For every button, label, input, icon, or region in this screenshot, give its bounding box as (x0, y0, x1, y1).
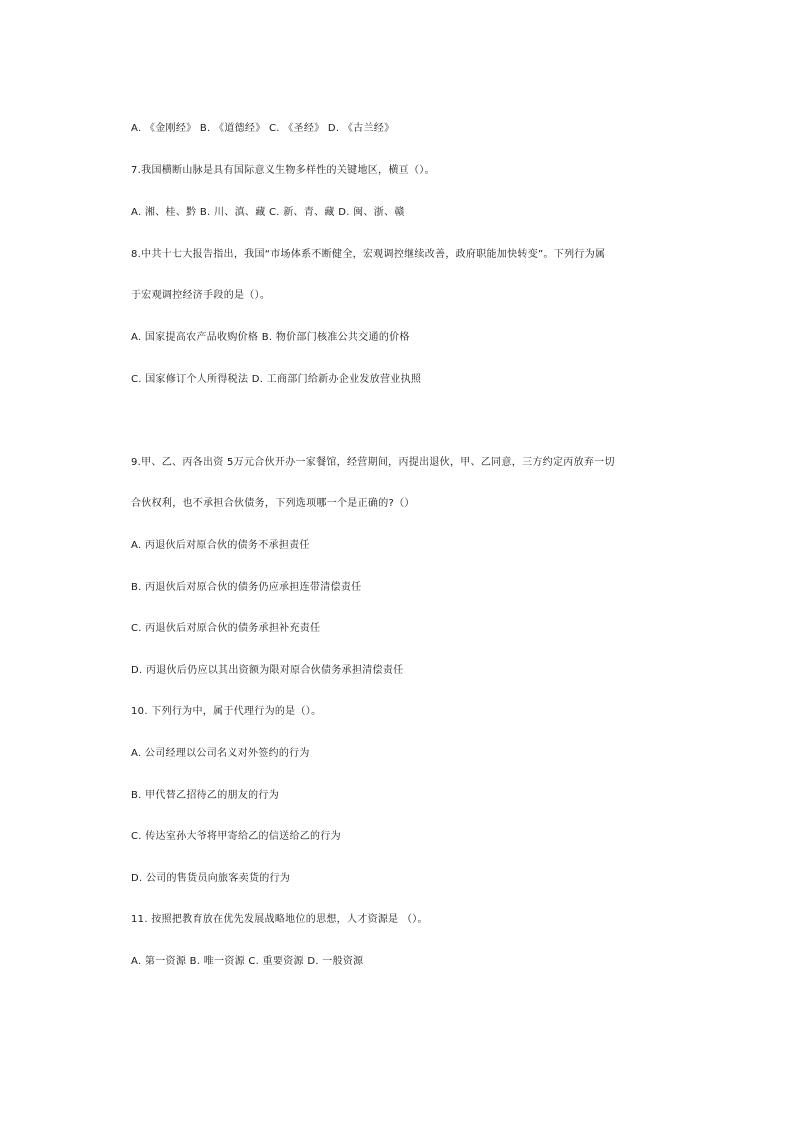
q9-option-a: A. 丙退伙后对原合伙的债务不承担责任 (131, 540, 310, 551)
q7-options: A. 湘、桂、黔 B. 川、滇、藏 C. 新、青、藏 D. 闽、浙、赣 (131, 207, 405, 218)
q8-options-ab: A. 国家提高农产品收购价格 B. 物价部门核准公共交通的价格 (131, 332, 410, 343)
q11-options: A. 第一资源 B. 唯一资源 C. 重要资源 D. 一般资源 (131, 956, 364, 967)
q10-option-d: D. 公司的售货员向旅客卖货的行为 (131, 873, 291, 884)
q10-option-a: A. 公司经理以公司名义对外签约的行为 (131, 748, 310, 759)
q8-options-cd: C. 国家修订个人所得税法 D. 工商部门给新办企业发放营业执照 (131, 374, 422, 385)
q7-question: 7.我国横断山脉是具有国际意义生物多样性的关键地区，横亘（）。 (131, 165, 435, 176)
q10-question: 10. 下列行为中，属于代理行为的是（）。 (131, 706, 322, 717)
q9-option-b: B. 丙退伙后对原合伙的债务仍应承担连带清偿责任 (131, 582, 362, 593)
q10-option-b: B. 甲代替乙招待乙的朋友的行为 (131, 790, 280, 801)
q8-question-line1: 8.中共十七大报告指出，我国“市场体系不断健全，宏观调控继续改善，政府职能加快转变”。下列行为属 (131, 249, 606, 260)
q10-option-c: C. 传达室孙大爷将甲寄给乙的信送给乙的行为 (131, 831, 341, 842)
q11-question: 11. 按照把教育放在优先发展战略地位的思想，人才资源是 （）。 (131, 914, 428, 925)
q9-question-line2: 合伙权利，也不承担合伙债务，下列选项哪一个是正确的?（） (131, 498, 415, 509)
q9-option-d: D. 丙退伙后仍应以其出资额为限对原合伙债务承担清偿责任 (131, 665, 404, 676)
q8-question-line2: 于宏观调控经济手段的是（）。 (131, 290, 271, 301)
q9-option-c: C. 丙退伙后对原合伙的债务承担补充责任 (131, 623, 321, 634)
q6-options: A. 《金刚经》 B. 《道德经》 C. 《圣经》 D. 《古兰经》 (131, 123, 395, 134)
q9-question-line1: 9.甲、乙、丙各出资 5万元合伙开办一家餐馆，经营期间，丙提出退伙，甲、乙同意，三方约定丙放弃一切 (131, 457, 615, 468)
